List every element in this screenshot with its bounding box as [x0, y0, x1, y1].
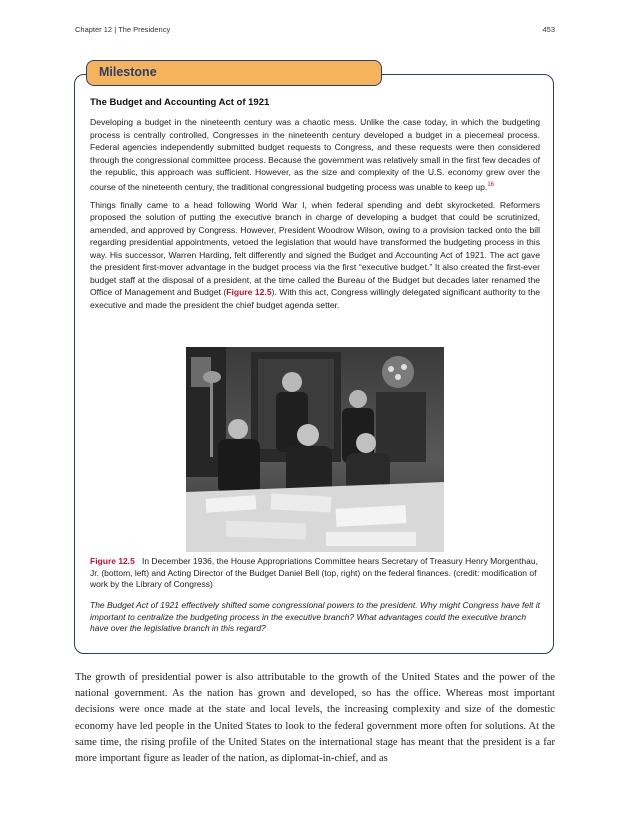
caption-text: In December 1936, the House Appropriations Committee hears Secretary of Treasury Henry Morgenthau, Jr. (bottom, left) and Acting Director of the Budget Daniel Bell (top, right) on the federal finances. (credit: modification of work by the Library of Congress)	[90, 556, 538, 589]
milestone-label: Milestone	[99, 65, 157, 79]
figure-caption	[90, 556, 540, 591]
committee-photo	[186, 347, 444, 552]
milestone-paragraph-2	[90, 199, 540, 312]
footnote-marker[interactable]: 16	[487, 181, 495, 188]
paragraph-2-text-a: Things finally came to a head following World War I, when federal spending and debt skyrocketed. Reformers proposed the solution of putting the executive branch in charge of developing a budget that could be scrutinized, amended, and approved by Congress. However, President Woodrow Wilson, owing to a provision tacked onto the bill regarding presidential appointments, vetoed the legislation that would have transformed the budgeting process in this way. His successor, Warren Harding, felt differently and signed the Budget and Accounting Act of 1921. The act gave the president first-mover advantage in the budget process via the first “executive budget.” It also created the first-ever budget staff at the disposal of a president, at the time called the Bureau of the Budget but decades later renamed the Office of Management and Budget (	[90, 199, 540, 298]
page-number: 453	[542, 25, 555, 34]
milestone-content	[90, 97, 540, 317]
figure-label: Figure 12.5	[90, 556, 135, 566]
milestone-paragraph-1	[90, 116, 540, 193]
paragraph-1-text: Developing a budget in the nineteenth century was a chaotic mess. Unlike the case today, in which the budgeting process is centrally controlled, Congresses in the nineteenth century developed a budget in a piecemeal process. Federal agencies independently submitted budget requests to Congress, and these requests were then considered through the congressional committee process. Because the government was relatively small in the first few decades of the republic, this approach was sufficient. However, as the size and complexity of the U.S. economy grew over the course of the nineteenth century, the traditional congressional budgeting process was unable to keep up.	[90, 117, 540, 192]
paragraph-2-text-b: ). With this act, Congress willingly delegated significant authority to the executive and made the president the chief budget agenda setter.	[90, 287, 541, 310]
figure-reference-link[interactable]: Figure 12.5	[226, 287, 272, 298]
chapter-header: Chapter 12 | The Presidency	[75, 25, 171, 34]
milestone-title: The Budget and Accounting Act of 1921	[90, 97, 270, 108]
discussion-question: The Budget Act of 1921 effectively shifted some congressional powers to the president. Why might Congress have felt it important to centralize the budgeting process in the executive branch? What advantages could the executive branch have over the legislative branch in this regard?	[90, 600, 540, 633]
milestone-tab	[86, 60, 382, 86]
body-paragraph: The growth of presidential power is also attributable to the growth of the United States and the power of the national government. As the nation has grown and developed, so has the office. Whereas most important decisions were once made at the state and local levels, the increasing complexity and size of the domestic economy have led people in the United States to look to the federal government more often for solutions. At the same time, the rising profile of the United States on the international stage has meant that the president is a far more important figure as leader of the nation, as diplomat-in-chief, and as	[75, 672, 555, 765]
